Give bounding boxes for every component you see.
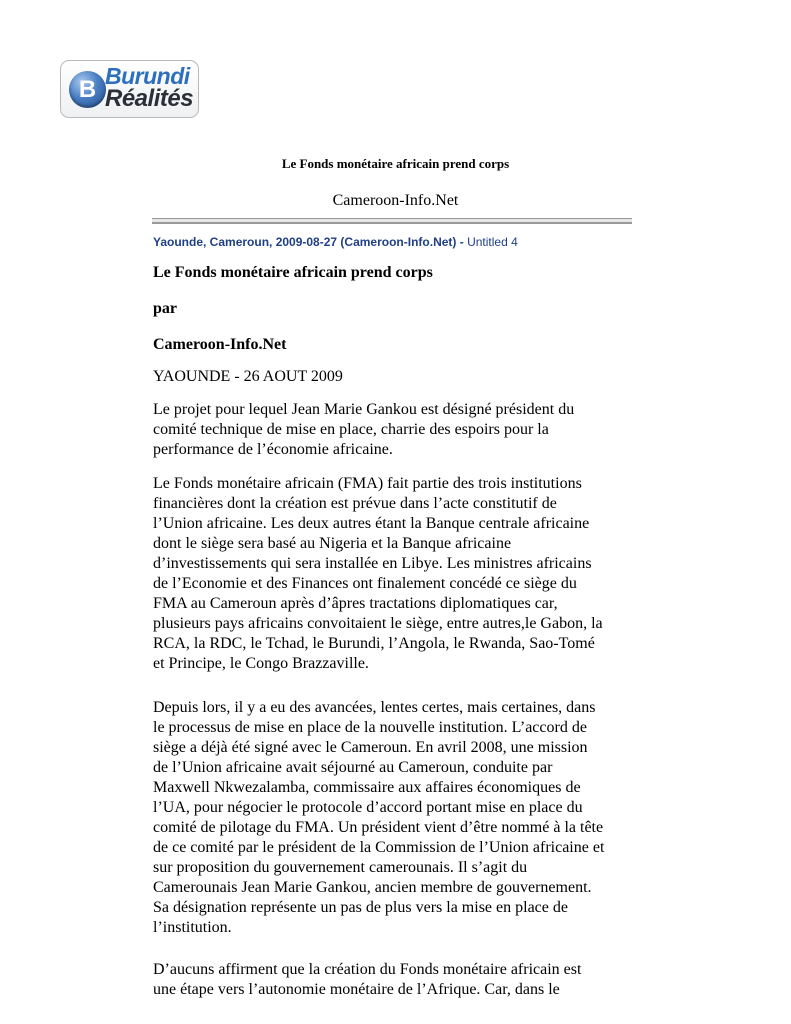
article-author: Cameroon-Info.Net <box>153 336 287 353</box>
logo-emblem <box>69 71 106 108</box>
burundi-realites-logo <box>60 60 199 118</box>
paragraph-line: Le projet pour lequel Jean Marie Gankou est désigné président du <box>153 401 575 418</box>
paragraph-line: le processus de mise en place de la nouvelle institution. L’accord de <box>153 719 587 736</box>
article-paragraph <box>153 698 643 938</box>
paragraph-line: Camerounais Jean Marie Gankou, ancien membre de gouvernement. <box>153 879 592 896</box>
paragraph-line: l’UA, pour négocier le protocole d’accord portant mise en place du <box>153 799 583 816</box>
dateline-label: Untitled 4 <box>467 235 518 249</box>
byline-par: par <box>153 300 177 317</box>
paragraph-line: Maxwell Nkwezalamba, commissaire aux affaires économiques de <box>153 779 581 796</box>
paragraph-line: plusieurs pays africains convoitaient le siège, entre autres,le Gabon, la <box>153 615 603 632</box>
article-paragraph <box>153 474 643 674</box>
paragraph-line: FMA au Cameroun après d’âpres tractations diplomatiques car, <box>153 595 558 612</box>
paragraph-line: Depuis lors, il y a eu des avancées, lentes certes, mais certaines, dans <box>153 699 596 716</box>
paragraph-line: d’investissements qui sera installée en Libye. Les ministres africains <box>153 555 592 572</box>
article-paragraph <box>153 400 643 460</box>
paragraph-line: comité technique de mise en place, charrie des espoirs pour la <box>153 421 549 438</box>
paragraph-line: l’Union africaine. Les deux autres étant la Banque centrale africaine <box>153 515 590 532</box>
paragraph-line: comité de pilotage du FMA. Un président vient d’être nommé à la tête <box>153 819 604 836</box>
paragraph-line: dont le siège sera basé au Nigeria et la Banque africaine <box>153 535 512 552</box>
logo-wordmark-line2: Réalités <box>105 85 194 112</box>
paragraph-line: l’institution. <box>153 919 232 936</box>
source-name: Cameroon-Info.Net <box>332 192 459 209</box>
document-title: Le Fonds monétaire africain prend corps <box>281 156 510 171</box>
paragraph-line: Sa désignation représente un pas de plus vers la mise en place de <box>153 899 568 916</box>
paragraph-line: performance de l’économie africaine. <box>153 441 393 458</box>
article-headline: Le Fonds monétaire africain prend corps <box>153 264 433 281</box>
paragraph-line: une étape vers l’autonomie monétaire de l’Afrique. Car, dans le <box>153 981 560 998</box>
paragraph-line: de ce comité par le président de la Commission de l’Union africaine et <box>153 839 605 856</box>
dateline-place-date-source: Yaounde, Cameroun, 2009-08-27 (Cameroon-Info.Net) - <box>153 235 464 249</box>
article-place-date: YAOUNDE - 26 AOUT 2009 <box>153 368 343 385</box>
paragraph-line: et Principe, le Congo Brazzaville. <box>153 655 369 672</box>
paragraph-line: de l’Economie et des Finances ont finalement concédé ce siège du <box>153 575 577 592</box>
paragraph-line: siège a déjà été signé avec le Cameroun. En avril 2008, une mission <box>153 739 588 756</box>
dateline <box>153 234 518 250</box>
article-paragraph <box>153 960 643 1000</box>
paragraph-line: Le Fonds monétaire africain (FMA) fait partie des trois institutions <box>153 475 582 492</box>
paragraph-line: RCA, la RDC, le Tchad, le Burundi, l’Angola, le Rwanda, Sao-Tomé <box>153 635 595 652</box>
paragraph-line: financières dont la création est prévue dans l’acte constitutif de <box>153 495 557 512</box>
logo-emblem-glyph: B <box>78 76 97 103</box>
logo-wordmark-line1: Burundi <box>105 63 190 89</box>
header-divider <box>152 218 632 224</box>
article-body <box>153 260 643 1000</box>
paragraph-line: D’aucuns affirment que la création du Fonds monétaire africain est <box>153 961 582 978</box>
paragraph-line: de l’Union africaine avait séjourné au Cameroun, conduite par <box>153 759 553 776</box>
paragraph-line: sur proposition du gouvernement camerounais. Il s’agit du <box>153 859 528 876</box>
